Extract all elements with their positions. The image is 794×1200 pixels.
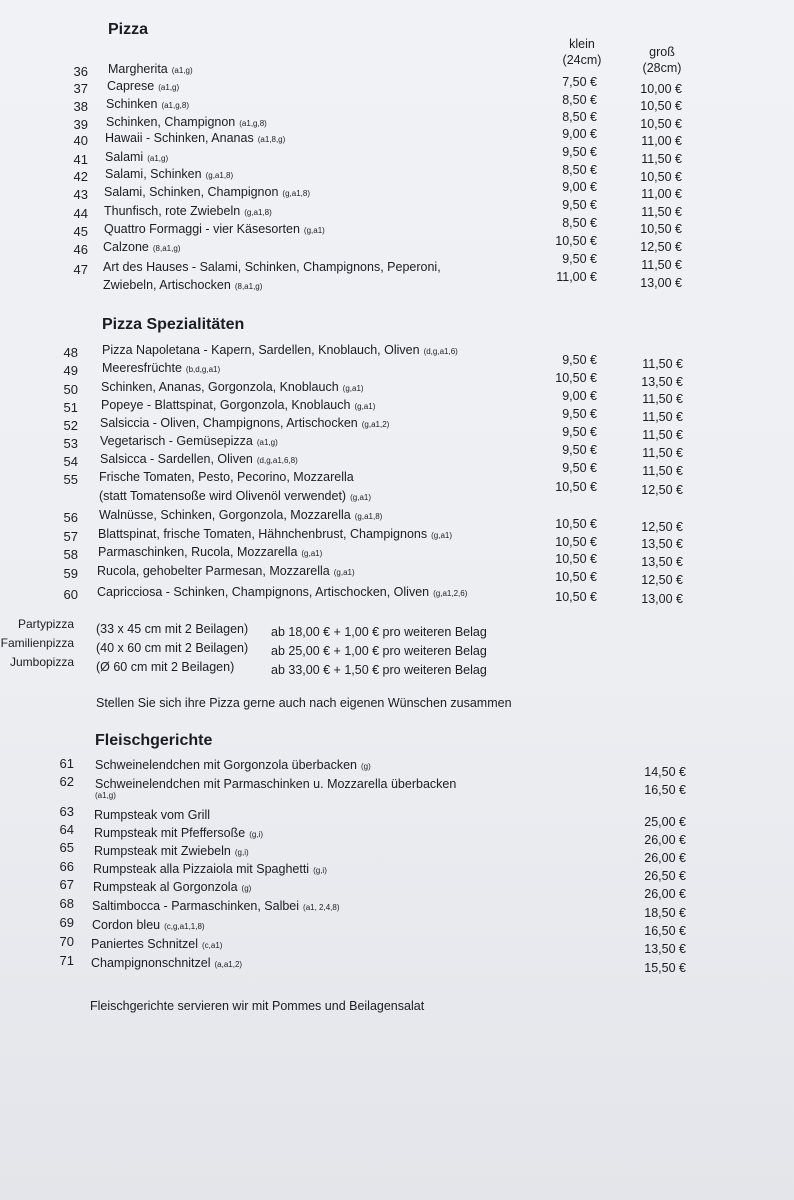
item-allergens: (c,g,a1,1,8) <box>164 922 205 931</box>
item-name <box>100 416 389 430</box>
item-name <box>99 470 354 484</box>
price-large: 11,50 € <box>641 205 682 219</box>
item-number: 46 <box>73 242 88 257</box>
item-name-text: Salami <box>105 150 144 164</box>
item-name <box>108 62 193 76</box>
item-allergens: (a1,g) <box>147 154 169 163</box>
item-name-text: Cordon bleu <box>92 918 161 932</box>
item-name <box>95 758 371 772</box>
party-size: (40 x 60 cm mit 2 Beilagen) <box>96 641 249 655</box>
party-price: ab 25,00 € + 1,00 € pro weiteren Belag <box>271 644 487 658</box>
price: 14,50 € <box>644 765 686 779</box>
item-name <box>94 826 263 840</box>
item-name-text: Saltimbocca - Parmaschinken, Salbei <box>92 899 300 913</box>
price-large: 13,50 € <box>641 375 683 389</box>
price-large: 11,50 € <box>642 392 683 406</box>
item-allergens: (g,a1,2) <box>361 420 390 429</box>
item-allergens: (g,a1) <box>301 549 323 558</box>
price: 26,00 € <box>644 851 686 865</box>
item-name-text: Thunfisch, rote Zwiebeln <box>104 204 241 218</box>
item-number: 51 <box>63 400 78 415</box>
price-large: 11,50 € <box>642 446 683 460</box>
item-name-text: Rumpsteak mit Zwiebeln <box>94 844 231 858</box>
item-name-text: Calzone <box>103 240 149 254</box>
price-small: 11,00 € <box>556 270 597 284</box>
price-large: 10,50 € <box>640 99 682 113</box>
price-large: 12,50 € <box>641 573 683 587</box>
item-name <box>106 97 189 111</box>
item-allergens: (a1,g) <box>171 66 193 75</box>
item-allergens: (8,a1,g) <box>234 282 263 291</box>
item-name <box>94 844 249 858</box>
item-allergens: (a1,g,8) <box>161 101 190 110</box>
item-name <box>91 937 222 951</box>
pizza-title: Pizza <box>108 21 149 38</box>
price-large: 10,50 € <box>640 222 682 236</box>
item-number: 70 <box>59 934 74 949</box>
item-name-text: Salami, Schinken, Champignon <box>104 185 279 199</box>
item-name <box>104 222 325 236</box>
item-name-text: Vegetarisch - Gemüsepizza <box>100 434 253 448</box>
item-name <box>105 167 233 181</box>
item-number: 44 <box>73 206 88 221</box>
item-name <box>93 862 327 876</box>
price-large: 11,50 € <box>642 357 683 371</box>
meat-note: Fleischgerichte servieren wir mit Pommes und Beilagensalat <box>90 999 425 1013</box>
item-number: 40 <box>73 133 88 148</box>
item-number: 45 <box>73 224 88 239</box>
price-small: 8,50 € <box>562 110 597 124</box>
price-small: 10,50 € <box>555 590 597 604</box>
price: 16,50 € <box>644 783 686 797</box>
item-name-text: Rumpsteak alla Pizzaiola mit Spaghetti <box>93 862 310 876</box>
price-large: 11,50 € <box>641 152 682 166</box>
item-name-text: Margherita <box>108 62 168 76</box>
price-large: 11,50 € <box>642 410 683 424</box>
item-name <box>101 380 364 394</box>
price-small: 9,00 € <box>562 127 597 141</box>
price-small: 9,00 € <box>562 389 597 403</box>
item-allergens: (g) <box>241 884 252 893</box>
price-small: 9,50 € <box>562 145 597 159</box>
item-name <box>103 260 441 274</box>
item-allergens: (g,a1,8) <box>354 512 383 521</box>
item-name <box>106 115 267 129</box>
price-large: 11,00 € <box>641 134 682 148</box>
item-allergens: (g,a1,8) <box>282 189 310 198</box>
item-allergens: (g,i) <box>234 848 249 857</box>
item-name-text: Capricciosa - Schinken, Champignons, Artischocken, Oliven <box>97 585 430 599</box>
item-number: 69 <box>59 915 74 930</box>
item-name <box>104 185 310 199</box>
item-name-text: Quattro Formaggi - vier Käsesorten <box>104 222 300 236</box>
item-allergens: (c,a1) <box>202 941 223 950</box>
price: 26,00 € <box>644 887 686 901</box>
item-allergens: (a1,g) <box>158 83 180 92</box>
item-name-text: Parmaschinken, Rucola, Mozzarella <box>98 545 298 559</box>
price-small: 7,50 € <box>562 75 597 89</box>
item-name-text: Schinken <box>106 97 158 111</box>
item-name <box>100 434 278 448</box>
price-large: 12,50 € <box>641 520 683 534</box>
item-number: 59 <box>63 566 78 581</box>
price-large: 13,50 € <box>641 555 683 569</box>
item-number: 71 <box>59 953 74 968</box>
wish-note: Stellen Sie sich ihre Pizza gerne auch nach eigenen Wünschen zusammen <box>96 696 512 710</box>
item-name-text: Paniertes Schnitzel <box>91 937 199 951</box>
item-number: 43 <box>73 187 88 202</box>
price-small: 9,50 € <box>562 461 597 475</box>
price-large: 13,50 € <box>641 537 683 551</box>
price: 18,50 € <box>644 906 686 920</box>
price-small: 10,50 € <box>555 371 597 385</box>
item-name-text-2: (statt Tomatensoße wird Olivenöl verwendet) <box>99 489 347 503</box>
item-name-text: Caprese <box>107 79 155 93</box>
item-number: 68 <box>59 896 74 911</box>
price: 13,50 € <box>644 942 686 956</box>
price-large: 13,00 € <box>641 592 683 606</box>
price-small: 9,50 € <box>562 252 597 266</box>
item-allergens: (g,a1,8) <box>244 208 272 217</box>
col-small-size: (24cm) <box>562 53 602 67</box>
item-name-line2 <box>103 278 262 292</box>
price-large: 13,00 € <box>640 276 682 290</box>
item-name-text-2: Zwiebeln, Artischocken <box>103 278 231 292</box>
item-number: 47 <box>73 262 88 277</box>
price-large: 10,50 € <box>640 117 682 131</box>
price-small: 10,50 € <box>555 535 597 549</box>
item-allergens: (g,a1) <box>350 493 372 502</box>
item-name <box>102 343 458 357</box>
item-name-text: Rumpsteak vom Grill <box>94 808 210 822</box>
item-name-line2 <box>99 489 371 503</box>
price-small: 8,50 € <box>562 163 597 177</box>
price-small: 8,50 € <box>562 216 597 230</box>
item-name <box>100 452 298 466</box>
item-allergens: (g,i) <box>249 830 263 839</box>
col-large-header <box>632 44 692 76</box>
price-small: 9,50 € <box>562 443 597 457</box>
item-number: 63 <box>59 804 74 819</box>
item-name-text: Blattspinat, frische Tomaten, Hähnchenbrust, Champignons <box>98 527 428 541</box>
item-allergens: (g,a1) <box>431 531 453 540</box>
item-number: 64 <box>59 822 74 837</box>
price-large: 12,50 € <box>640 240 682 254</box>
price-small: 10,50 € <box>555 480 597 494</box>
item-number: 62 <box>59 774 74 789</box>
item-allergens: (g,a1) <box>333 568 355 577</box>
item-name <box>92 899 340 913</box>
meat-title: Fleischgerichte <box>95 732 213 749</box>
item-name <box>99 508 382 522</box>
item-name <box>105 131 285 145</box>
item-allergens: (a1,8,g) <box>257 135 286 144</box>
price: 26,00 € <box>644 833 686 847</box>
item-number: 55 <box>63 472 78 487</box>
item-number: 66 <box>59 859 74 874</box>
item-number: 41 <box>73 152 88 167</box>
price: 15,50 € <box>644 961 686 975</box>
item-name <box>107 79 179 93</box>
item-allergens: (g,a1) <box>303 226 325 235</box>
item-name-text: Frische Tomaten, Pesto, Pecorino, Mozzarella <box>99 470 354 484</box>
item-allergens: (a1, 2,4,8) <box>303 903 340 912</box>
item-name-text: Rucola, gehobelter Parmesan, Mozzarella <box>97 564 330 578</box>
party-price: ab 18,00 € + 1,00 € pro weiteren Belag <box>271 625 487 639</box>
price-small: 9,50 € <box>562 407 597 421</box>
item-name-text: Salsiccia - Oliven, Champignons, Artischocken <box>100 416 358 430</box>
price-large: 10,50 € <box>640 170 682 184</box>
item-name-text: Schinken, Ananas, Gorgonzola, Knoblauch <box>101 380 339 394</box>
item-number: 53 <box>63 436 78 451</box>
item-number: 60 <box>63 587 78 602</box>
item-allergens: (g) <box>360 762 371 771</box>
item-name-text: Schinken, Champignon <box>106 115 236 129</box>
party-size: (33 x 45 cm mit 2 Beilagen) <box>96 622 249 636</box>
item-allergens: (d,g,a1,6,8) <box>256 456 298 465</box>
item-allergens: (a1,g) <box>95 791 116 800</box>
price: 25,00 € <box>644 815 686 829</box>
price: 16,50 € <box>644 924 686 938</box>
price-small: 9,50 € <box>562 353 597 367</box>
item-name-text: Popeye - Blattspinat, Gorgonzola, Knoblauch <box>101 398 351 412</box>
item-allergens: (g,a1,8) <box>205 171 234 180</box>
item-number: 52 <box>63 418 78 433</box>
item-number: 50 <box>63 382 78 397</box>
item-name-text: Rumpsteak mit Pfeffersoße <box>94 826 246 840</box>
item-allergens: (g,i) <box>313 866 327 875</box>
item-name-text: Champignonschnitzel <box>91 956 211 970</box>
item-name-text: Hawaii - Schinken, Ananas <box>105 131 254 145</box>
item-number: 54 <box>63 454 78 469</box>
party-size: (Ø 60 cm mit 2 Beilagen) <box>96 660 235 674</box>
price-large: 11,50 € <box>642 428 683 442</box>
item-name <box>92 918 205 932</box>
item-name <box>91 956 242 970</box>
price-small: 10,50 € <box>555 552 597 566</box>
item-name <box>97 585 467 599</box>
item-number: 56 <box>63 510 78 525</box>
item-name <box>105 150 168 164</box>
price-small: 9,50 € <box>562 425 597 439</box>
item-allergens: (g,a1) <box>354 402 376 411</box>
price-small: 9,00 € <box>562 180 597 194</box>
price-large: 12,50 € <box>641 483 683 497</box>
price-small: 10,50 € <box>555 570 597 584</box>
price-small: 9,50 € <box>562 198 597 212</box>
item-name-text: Schweinelendchen mit Parmaschinken u. Mozzarella überbacken <box>95 777 457 791</box>
item-allergens: (d,g,a1,6) <box>423 347 458 356</box>
party-label: Partypizza <box>17 617 74 631</box>
item-name <box>104 204 272 218</box>
price: 26,50 € <box>644 869 686 883</box>
item-name <box>95 777 456 800</box>
item-number: 61 <box>59 756 74 771</box>
item-name-text: Rumpsteak al Gorgonzola <box>93 880 238 894</box>
price-large: 11,50 € <box>641 258 682 272</box>
item-allergens: (b,d,g,a1) <box>185 365 221 374</box>
item-name <box>97 564 355 578</box>
item-name-text: Salsicca - Sardellen, Oliven <box>100 452 253 466</box>
party-price: ab 33,00 € + 1,50 € pro weiteren Belag <box>271 663 487 677</box>
item-name <box>94 808 210 822</box>
price-small: 10,50 € <box>555 234 597 248</box>
item-allergens: (g,a1) <box>342 384 364 393</box>
item-allergens: (a,a1,2) <box>214 960 243 969</box>
item-number: 36 <box>73 64 88 79</box>
item-name-text: Schweinelendchen mit Gorgonzola überbacken <box>95 758 357 772</box>
price-large: 11,50 € <box>642 464 683 478</box>
col-small-label: klein <box>569 37 595 51</box>
item-name <box>102 361 220 375</box>
item-name-text: Salami, Schinken <box>105 167 202 181</box>
item-name-text: Pizza Napoletana - Kapern, Sardellen, Knoblauch, Oliven <box>102 343 420 357</box>
item-number: 37 <box>73 81 88 96</box>
item-number: 48 <box>63 345 78 360</box>
price-large: 10,00 € <box>640 82 682 96</box>
item-number: 49 <box>63 363 78 378</box>
special-title: Pizza Spezialitäten <box>102 316 245 333</box>
item-name <box>93 880 251 894</box>
item-name <box>101 398 375 412</box>
item-number: 38 <box>73 99 88 114</box>
item-allergens: (a1,g) <box>256 438 278 447</box>
item-name <box>98 527 452 541</box>
item-name-text: Art des Hauses - Salami, Schinken, Champignons, Peperoni, <box>103 260 441 274</box>
item-allergens: (a1,g,8) <box>239 119 267 128</box>
price-small: 8,50 € <box>562 93 597 107</box>
item-number: 65 <box>59 840 74 855</box>
item-number: 58 <box>63 547 78 562</box>
item-name-text: Meeresfrüchte <box>102 361 182 375</box>
item-allergens: (g,a1,2,6) <box>433 589 468 598</box>
party-label: Familienpizza <box>0 636 74 650</box>
item-name <box>103 240 180 254</box>
item-allergens: (8,a1,g) <box>152 244 181 253</box>
item-name <box>98 545 322 559</box>
item-name-text: Walnüsse, Schinken, Gorgonzola, Mozzarella <box>99 508 351 522</box>
party-label: Jumbopizza <box>9 655 74 669</box>
item-number: 39 <box>73 117 88 132</box>
item-number: 42 <box>73 169 88 184</box>
price-small: 10,50 € <box>555 517 597 531</box>
price-large: 11,00 € <box>641 187 682 201</box>
col-large-label: groß <box>649 45 675 59</box>
item-number: 67 <box>59 877 74 892</box>
col-large-size: (28cm) <box>642 61 682 75</box>
col-small-header <box>552 36 612 68</box>
item-number: 57 <box>63 529 78 544</box>
